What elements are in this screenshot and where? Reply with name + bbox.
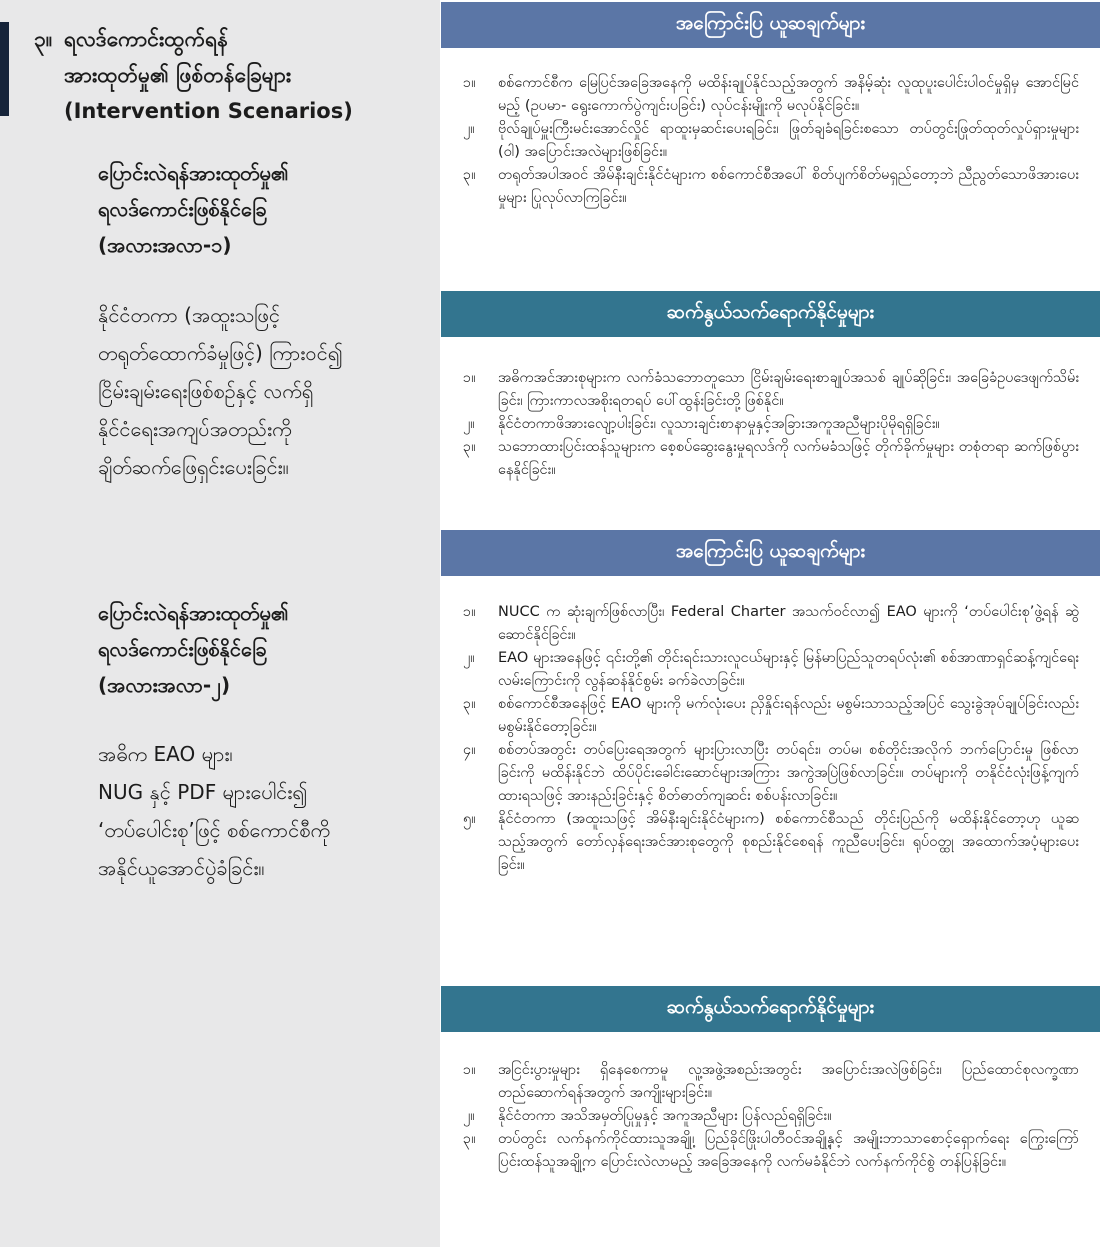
item-text: စစ်ကောင်စီအနေဖြင့် EAO များကို မက်လုံးပေး ညှိနှိုင်းရန်လည်း မစွမ်းသာသည့်အပြင် သွေးခွဲအုပ်ချုပ်ခြင်းလည်း မစွမ်းနိုင်တော့ခြင်း။: [498, 696, 1079, 735]
scenario-1-description: [98, 296, 428, 486]
item-number: ၁။: [463, 604, 476, 620]
section-title-line: ရလဒ်ကောင်းထွက်ရန်: [64, 27, 229, 51]
item-text: စစ်ကောင်စီက မြေပြင်အခြေအနေကို မထိန်းချုပ်နိုင်သည့်အတွက် အနိမ့်ဆုံး လူထုပူးပေါင်းပါဝင်မှုရှိမှ အောင်မြင်မည့် (ဥပမာ- ရွေးကောက်ပွဲကျင်းပခြင်း) လုပ်ငန်းမျိုးကို မလုပ်နိုင်ခြင်း။: [498, 75, 1079, 114]
section-title-line: အားထုတ်မှု၏ ဖြစ်တန်ခြေများ: [64, 63, 292, 87]
scenario-1-description-line: ချိတ်ဆက်ဖြေရှင်းပေးခြင်း။: [98, 455, 289, 479]
scenario-2-description-line: အနိုင်ယူအောင်ပွဲခံခြင်း။: [98, 856, 265, 880]
list-item: [463, 164, 1079, 210]
list-item: [463, 808, 1079, 877]
list-item: [463, 647, 1079, 693]
item-number: ၄။: [463, 742, 476, 758]
list-item: [463, 118, 1079, 164]
item-number: ၃။: [463, 696, 476, 712]
scenario-2-description: [98, 735, 428, 887]
section-number: ၃။: [34, 27, 53, 51]
implications-header-2: ဆက်နွယ်သက်ရောက်နိုင်မှုများ: [441, 986, 1100, 1032]
item-number: ၂။: [463, 121, 475, 137]
rationale-header-2: အကြောင်းပြ ယူဆချက်များ: [441, 530, 1100, 576]
implications-header-1: ဆက်နွယ်သက်ရောက်နိုင်မှုများ: [441, 291, 1100, 337]
list-item: [463, 1128, 1079, 1174]
scenario-1-title-line: (အလားအလာ-၁): [98, 233, 232, 257]
list-item: [463, 601, 1079, 647]
item-number: ၅။: [463, 811, 476, 827]
implications-list-2: [463, 1059, 1079, 1174]
scenario-1-description-line: တရုတ်ထောက်ခံမှုဖြင့်) ကြားဝင်၍: [98, 341, 343, 365]
item-number: ၃။: [463, 167, 476, 183]
scenario-2-title-line: ပြောင်းလဲရန်အားထုတ်မှု၏: [98, 601, 289, 625]
scenario-1-title-line: ရလဒ်ကောင်းဖြစ်နိုင်ခြေ: [98, 197, 267, 221]
list-item: [463, 1059, 1079, 1105]
item-number: ၂။: [463, 650, 475, 666]
item-text: ဗိုလ်ချုပ်မှူးကြီးမင်းအောင်လှိုင် ရာထူးမှဆင်းပေးရခြင်း၊ ဖြုတ်ချခံရခြင်းစသော တပ်တွင်းဖြုတ်ထုတ်လှုပ်ရှားမှုများ (ဝါ) အပြောင်းအလဲများဖြစ်ခြင်း။: [498, 121, 1079, 160]
accent-bar: [0, 22, 9, 116]
scenario-2-title-line: (အလားအလာ-၂): [98, 673, 231, 697]
scenario-1-description-line: နိုင်ငံတကာ (အထူးသဖြင့်: [98, 303, 280, 327]
item-number: ၃။: [463, 439, 476, 455]
rationale-list-2: [463, 601, 1079, 877]
item-number: ၃။: [463, 1131, 476, 1147]
item-text: NUCC က ဆုံးချက်ဖြစ်လာပြီး၊ Federal Charter အသက်ဝင်လာ၍ EAO များကို ‘တပ်ပေါင်းစု’ဖွဲ့ရန် ဆွဲဆောင်နိုင်ခြင်း။: [498, 604, 1079, 643]
rationale-header-1: အကြောင်းပြ ယူဆချက်များ: [441, 2, 1100, 48]
scenario-1-title-line: ပြောင်းလဲရန်အားထုတ်မှု၏: [98, 161, 289, 185]
item-text: သဘောထားပြင်းထန်သူများက စေ့စပ်ဆွေးနွေးမှုရလဒ်ကို လက်မခံသဖြင့် တိုက်ခိုက်မှုများ တစုံတရာ ဆက်ဖြစ်ပွားနေနိုင်ခြင်း။: [498, 439, 1079, 478]
list-item: [463, 1105, 1079, 1128]
item-text: အဓိကအင်အားစုများက လက်ခံသဘောတူသော ငြိမ်းချမ်းရေးစာချုပ်အသစ် ချုပ်ဆိုခြင်း၊ အခြေခံဥပဒေဖျက်သိမ်းခြင်း၊ ကြားကာလအစိုးရတရပ် ပေါ်ထွန်းခြင်းတို့ ဖြစ်နိုင်။: [498, 370, 1079, 409]
item-number: ၂။: [463, 1108, 475, 1124]
list-item: [463, 436, 1079, 482]
item-text: တပ်တွင်း လက်နက်ကိုင်ထားသူအချို့၊ ပြည်ခိုင်ဖြိုးပါတီဝင်အချို့နှင့် အမျိုးဘာသာစောင့်ရှောက်ရေး ကြွေးကြော်ပြင်းထန်သူအချို့က ပြောင်းလဲလာမည့် အခြေအနေကို လက်မခံနိုင်ဘဲ လက်နက်ကိုင်စွဲ တန်ပြန်ခြင်း။: [498, 1131, 1079, 1170]
list-item: [463, 413, 1079, 436]
item-number: ၁။: [463, 1062, 476, 1078]
item-text: နိုင်ငံတကာဖိအားလျော့ပါးခြင်း၊ လူသားချင်းစာနာမှုနှင့်အခြားအကူအညီများပိုမိုရရှိခြင်း။: [498, 416, 940, 432]
scenario-1-description-line: နိုင်ငံရေးအကျပ်အတည်းကို: [98, 417, 292, 441]
scenario-2-title-line: ရလဒ်ကောင်းဖြစ်နိုင်ခြေ: [98, 637, 267, 661]
scenario-2-description-line: ‘တပ်ပေါင်းစု’ဖြင့် စစ်ကောင်စီကို: [98, 818, 331, 842]
scenario-2-description-line: NUG နှင့် PDF များပေါင်း၍: [98, 780, 308, 804]
list-item: [463, 367, 1079, 413]
item-text: တရုတ်အပါအဝင် အိမ်နီးချင်းနိုင်ငံများက စစ်ကောင်စီအပေါ် စိတ်ပျက်စိတ်မရှည်တော့ဘဲ ညီညွတ်သောဖိအားပေးမှုများ ပြုလုပ်လာကြခြင်း။: [498, 167, 1079, 206]
item-text: စစ်တပ်အတွင်း တပ်ပြေးရေအတွက် များပြားလာပြီး တပ်ရင်း၊ တပ်မ၊ စစ်တိုင်းအလိုက် ဘက်ပြောင်းမှု ဖြစ်လာခြင်းကို မထိန်းနိုင်ဘဲ ထိပ်ပိုင်းခေါင်းဆောင်များအကြား အကွဲအပြဲဖြစ်လာခြင်း။ တပ်များကို တနိုင်ငံလုံးဖြန့်ကျက်ထားရသဖြင့် အားနည်းခြင်းနှင့် စိတ်ဓာတ်ကျဆင်း စစ်ပန်းလာခြင်း။: [498, 742, 1079, 804]
item-number: ၁။: [463, 75, 476, 91]
item-text: နိုင်ငံတကာ (အထူးသဖြင့် အိမ်နီးချင်းနိုင်ငံများက) စစ်ကောင်စီသည် တိုင်းပြည်ကို မထိန်းနိုင်တော့ဟု ယူဆသည့်အတွက် တော်လှန်ရေးအင်အားစုတွေကို စုစည်းနိုင်စေရန် ကူညီပေးခြင်း၊ ရုပ်ဝတ္ထု အထောက်အပံ့များပေးခြင်း။: [498, 811, 1079, 873]
scenario-2-description-line: အဓိက EAO များ၊: [98, 742, 233, 766]
implications-list-1: [463, 367, 1079, 482]
list-item: [463, 72, 1079, 118]
list-item: [463, 739, 1079, 808]
scenario-1-description-line: ငြိမ်းချမ်းရေးဖြစ်စဉ်နှင့် လက်ရှိ: [98, 379, 314, 403]
item-text: EAO များအနေဖြင့် ၎င်းတို့၏ တိုင်းရင်းသားလူငယ်များနှင့် မြန်မာပြည်သူတရပ်လုံး၏ စစ်အာဏာရှင်ဆန့်ကျင်ရေး လမ်းကြောင်းကို လွန်ဆန်နိုင်စွမ်း ခက်ခဲလာခြင်း။: [498, 650, 1079, 689]
item-text: အငြင်းပွားမှုများ ရှိနေစေကာမူ လူ့အဖွဲ့အစည်းအတွင်း အပြောင်းအလဲဖြစ်ခြင်း၊ ပြည်ထောင်စုလက္ခဏာ တည်ဆောက်ရန်အတွက် အကျိုးများခြင်း။: [498, 1062, 1079, 1101]
scenario-1-title: [98, 155, 428, 263]
scenario-2-title: [98, 595, 428, 703]
rationale-list-1: [463, 72, 1079, 210]
section-title-line: (Intervention Scenarios): [64, 99, 353, 123]
list-item: [463, 693, 1079, 739]
item-text: နိုင်ငံတကာ အသိအမှတ်ပြုမှုနှင့် အကူအညီများ ပြန်လည်ရရှိခြင်း။: [498, 1108, 832, 1124]
item-number: ၂။: [463, 416, 475, 432]
item-number: ၁။: [463, 370, 476, 386]
